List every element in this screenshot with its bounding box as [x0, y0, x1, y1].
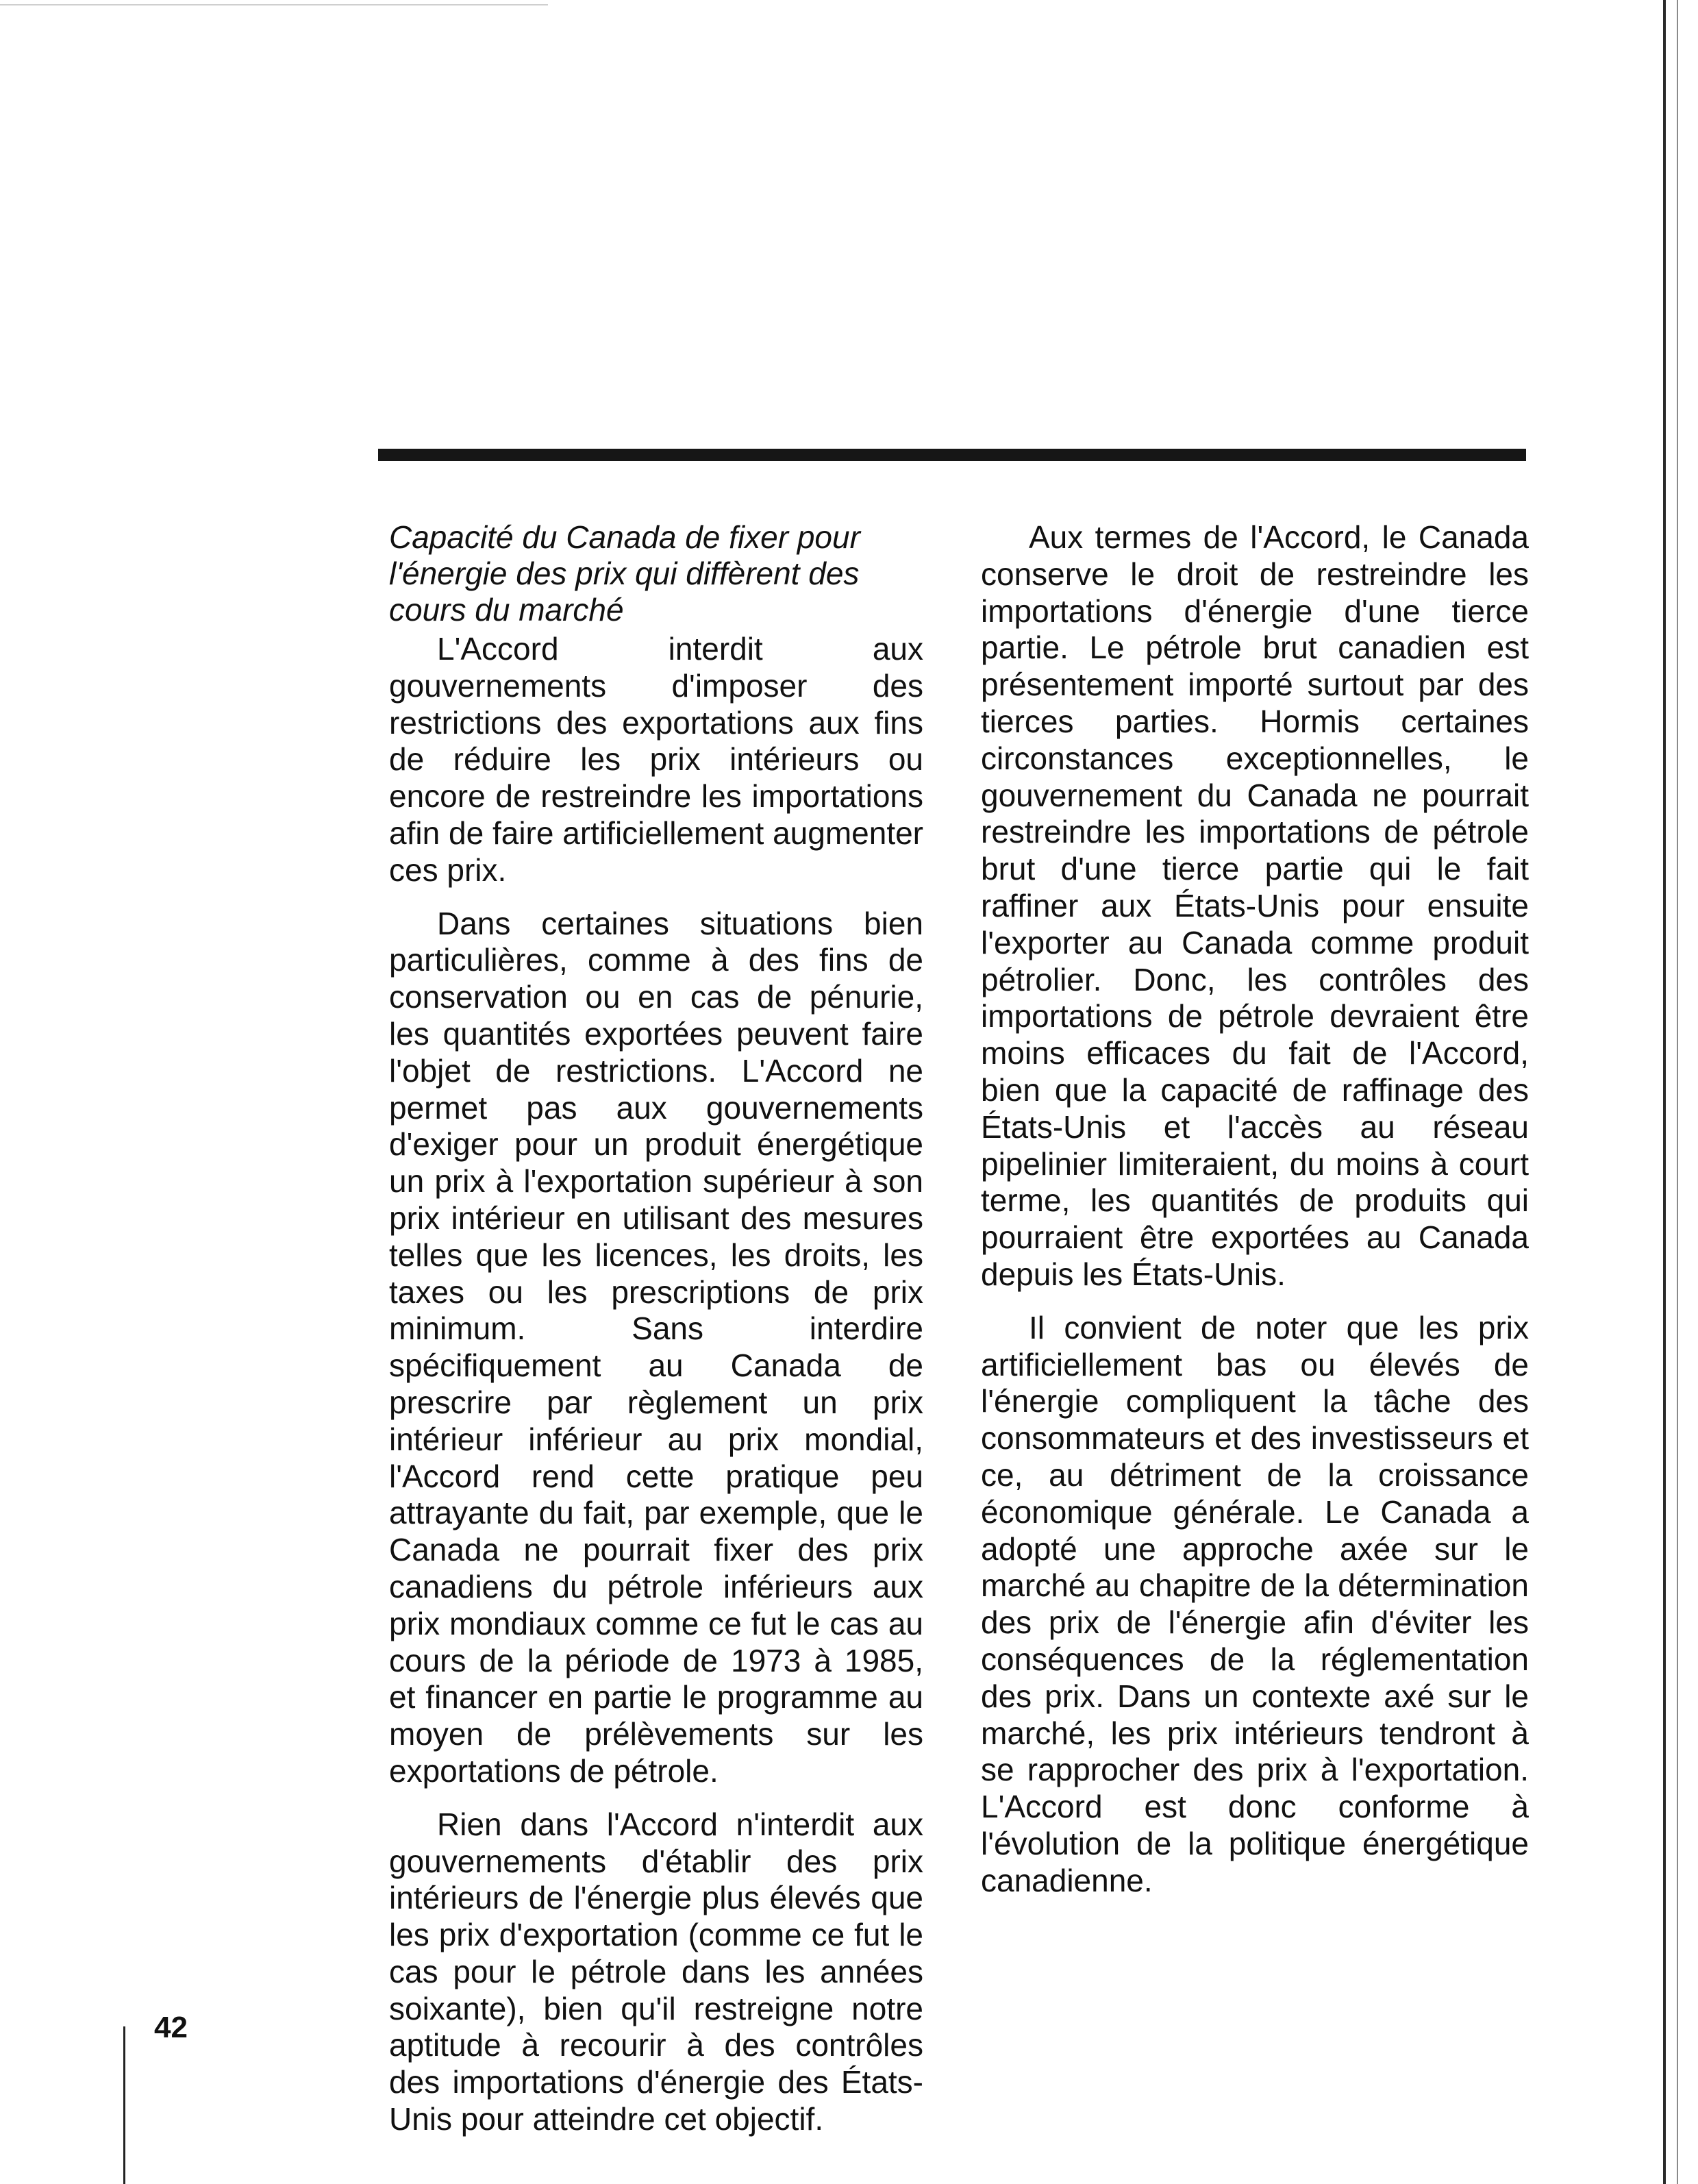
page-number: 42	[154, 2011, 188, 2044]
scan-right-edge	[1663, 0, 1666, 2184]
paragraph: Dans certaines situations bien particulières, comme à des fins de conservation ou en cas de pénurie, les quantités exportées peuvent faire l'objet de restrictions. L'Accord ne permet pas aux gouvernements d'exiger pour un produit énergétique un prix à l'exportation supérieur à son prix intérieur en utilisant des mesures telles que les licences, les droits, les taxes ou les prescriptions de prix minimum. Sans interdire spécifiquement au Canada de prescrire par règlement un prix intérieur inférieur au prix mondial, l'Accord rend cette pratique peu attrayante du fait, par exemple, que le Canada ne pourrait fixer des prix canadiens du pétrole inférieurs aux prix mondiaux comme ce fut le cas au cours de la période de 1973 à 1985, et financer en partie le programme au moyen de prélèvements sur les exportations de pétrole.	[389, 905, 923, 1789]
paragraph: Rien dans l'Accord n'interdit aux gouvernements d'établir des prix intérieurs de l'énergie plus élevés que les prix d'exportation (comme ce fut le cas pour le pétrole dans les années soixante), bien qu'il restreigne notre aptitude à recourir à des contrôles des importations d'énergie des États-Unis pour atteindre cet objectif.	[389, 1806, 923, 2137]
left-margin-line	[123, 2026, 125, 2184]
left-column	[389, 519, 923, 2155]
scan-top-line	[0, 4, 548, 5]
paragraph: Aux termes de l'Accord, le Canada conserve le droit de restreindre les importations d'énergie d'une tierce partie. Le pétrole brut canadien est présentement importé surtout par des tierces parties. Hormis certaines circonstances exceptionnelles, le gouvernement du Canada ne pourrait restreindre les importations de pétrole brut d'une tierce partie qui le fait raffiner aux États-Unis pour ensuite l'exporter au Canada comme produit pétrolier. Donc, les contrôles des importations de pétrole devraient être moins efficaces du fait de l'Accord, bien que la capacité de raffinage des États-Unis et l'accès au réseau pipelinier limiteraient, du moins à court terme, les quantités de produits qui pourraient être exportées au Canada depuis les États-Unis.	[981, 519, 1529, 1292]
paragraph: L'Accord interdit aux gouvernements d'imposer des restrictions des exportations aux fins de réduire les prix intérieurs ou encore de restreindre les importations afin de faire artificiellement augmenter ces prix.	[389, 631, 923, 888]
section-rule	[378, 449, 1526, 461]
paragraph: Il convient de noter que les prix artificiellement bas ou élevés de l'énergie compliquent la tâche des consommateurs et des investisseurs et ce, au détriment de la croissance économique générale. Le Canada a adopté une approche axée sur le marché au chapitre de la détermination des prix de l'énergie afin d'éviter les conséquences de la réglementation des prix. Dans un contexte axé sur le marché, les prix intérieurs tendront à se rapprocher des prix à l'exportation. L'Accord est donc conforme à l'évolution de la politique énergétique canadienne.	[981, 1309, 1529, 1898]
right-column	[981, 519, 1529, 1915]
section-heading: Capacité du Canada de fixer pour l'énergie des prix qui diffèrent des cours du marché	[389, 519, 860, 628]
scan-right-edge-shadow	[1677, 0, 1678, 2184]
